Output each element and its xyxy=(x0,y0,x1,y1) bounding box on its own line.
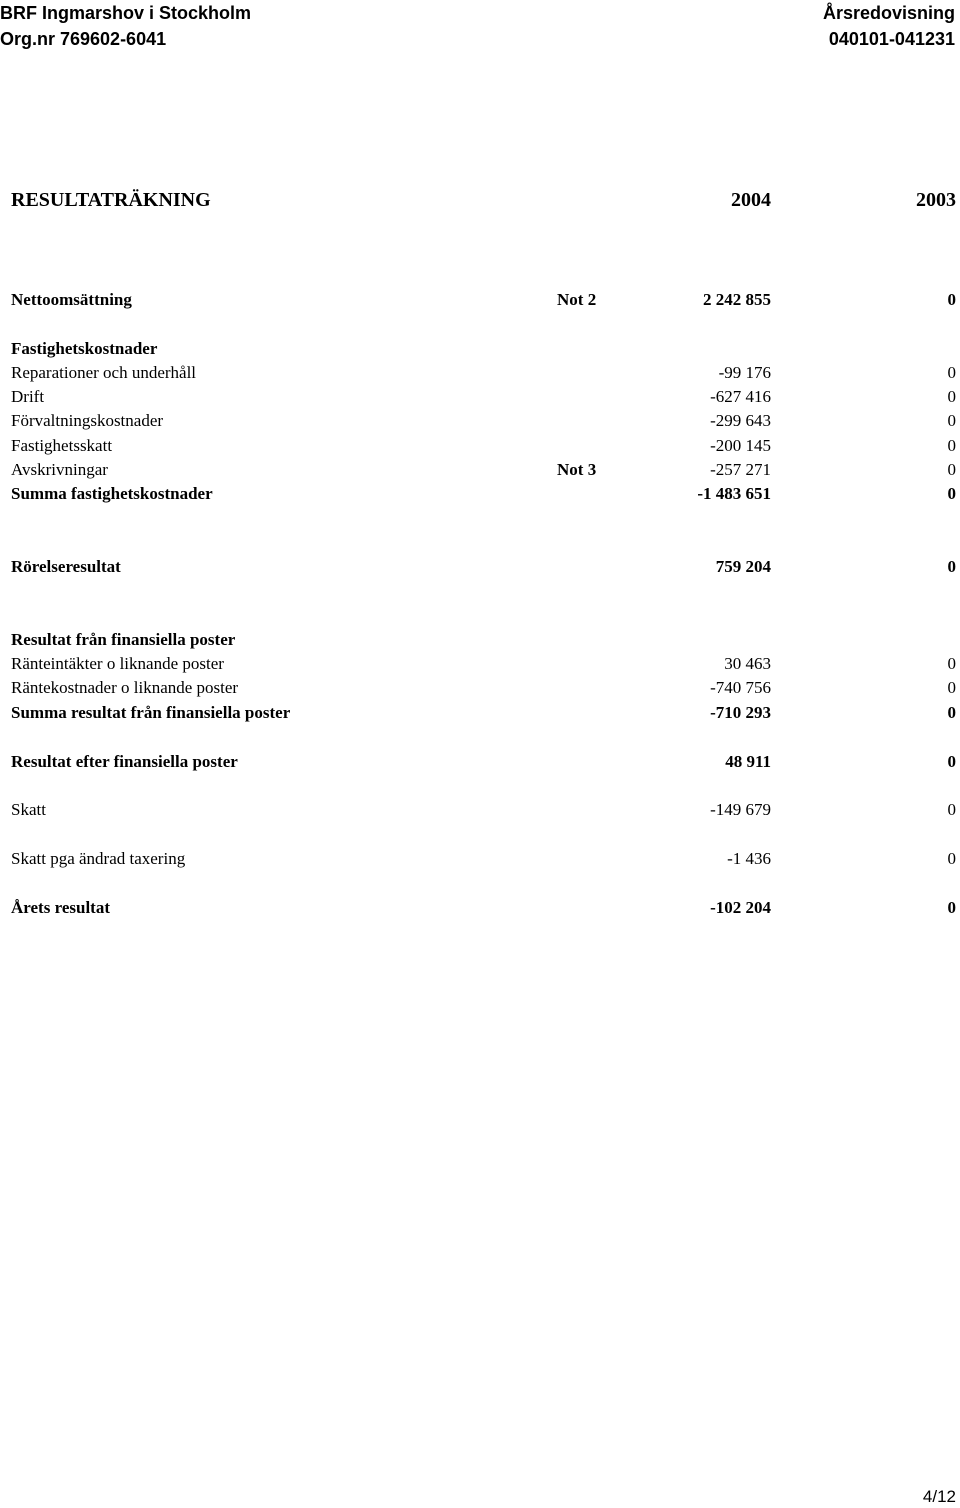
section-heading: Resultat från finansiella poster xyxy=(11,630,236,649)
row-label: Avskrivningar xyxy=(11,460,108,479)
row-label: Summa fastighetskostnader xyxy=(11,484,213,503)
row-avskrivningar xyxy=(0,459,960,481)
row-label: Resultat efter finansiella poster xyxy=(11,752,238,771)
row-reparationer xyxy=(0,362,960,384)
row-value-2004: -99 176 xyxy=(718,363,771,382)
row-fastighetskostnader-heading xyxy=(0,338,960,360)
fiscal-period: 040101-041231 xyxy=(828,29,955,49)
row-value-2004: 30 463 xyxy=(724,654,771,673)
statement-title-row xyxy=(0,186,960,214)
row-drift xyxy=(0,386,960,408)
row-label: Skatt xyxy=(11,800,46,819)
page-number: 4/12 xyxy=(922,1487,956,1506)
row-value-2004: -1 483 651 xyxy=(697,484,771,503)
row-value-2004: 2 242 855 xyxy=(703,290,771,309)
row-summa-fastighetskostnader xyxy=(0,483,960,505)
row-arets-resultat xyxy=(0,897,960,919)
row-value-2003: 0 xyxy=(947,898,956,917)
row-value-2003: 0 xyxy=(947,290,956,309)
row-value-2004: -627 416 xyxy=(710,387,771,406)
row-label: Summa resultat från finansiella poster xyxy=(11,703,291,722)
row-value-2004: -1 436 xyxy=(727,849,771,868)
row-value-2003: 0 xyxy=(947,678,956,697)
document-type: Årsredovisning xyxy=(822,3,955,23)
row-value-2004: 759 204 xyxy=(715,557,771,576)
row-value-2004: -740 756 xyxy=(710,678,771,697)
row-fastighetsskatt xyxy=(0,435,960,457)
section-heading: Fastighetskostnader xyxy=(11,339,158,358)
row-label: Skatt pga ändrad taxering xyxy=(11,849,186,868)
organization-number: Org.nr 769602-6041 xyxy=(0,29,167,49)
row-label: Reparationer och underhåll xyxy=(11,363,197,382)
row-value-2004: -710 293 xyxy=(710,703,771,722)
row-ranteintakter xyxy=(0,653,960,675)
row-label: Räntekostnader o liknande poster xyxy=(11,678,239,697)
row-value-2004: -299 643 xyxy=(710,411,771,430)
row-value-2003: 0 xyxy=(947,460,956,479)
row-value-2003: 0 xyxy=(947,849,956,868)
row-value-2004: -149 679 xyxy=(710,800,771,819)
row-rorelseresultat xyxy=(0,556,960,578)
organization-name: BRF Ingmarshov i Stockholm xyxy=(0,3,252,23)
row-label: Drift xyxy=(11,387,45,406)
row-value-2003: 0 xyxy=(947,436,956,455)
row-note: Not 3 xyxy=(557,460,597,479)
row-value-2003: 0 xyxy=(947,363,956,382)
row-value-2004: -102 204 xyxy=(710,898,771,917)
row-note: Not 2 xyxy=(557,290,597,309)
row-skatt xyxy=(0,799,960,821)
row-resultat-efter-finansiella xyxy=(0,751,960,773)
year-current-heading: 2004 xyxy=(731,189,771,211)
row-value-2003: 0 xyxy=(947,654,956,673)
row-label: Rörelseresultat xyxy=(11,557,121,576)
row-value-2003: 0 xyxy=(947,752,956,771)
row-finansiella-heading xyxy=(0,629,960,651)
row-value-2004: -257 271 xyxy=(710,460,771,479)
year-previous-heading: 2003 xyxy=(916,189,956,211)
row-value-2004: 48 911 xyxy=(725,752,771,771)
row-rantekostnader xyxy=(0,677,960,699)
row-forvaltningskostnader xyxy=(0,410,960,432)
row-summa-finansiella xyxy=(0,702,960,724)
statement-title: RESULTATRÄKNING xyxy=(11,189,211,211)
row-nettoomsattning xyxy=(0,289,960,311)
row-skatt-andrad-taxering xyxy=(0,848,960,870)
row-value-2003: 0 xyxy=(947,703,956,722)
row-value-2003: 0 xyxy=(947,411,956,430)
row-label: Förvaltningskostnader xyxy=(11,411,164,430)
row-label: Årets resultat xyxy=(11,898,110,917)
row-value-2003: 0 xyxy=(947,800,956,819)
row-value-2004: -200 145 xyxy=(710,436,771,455)
row-label: Nettoomsättning xyxy=(11,290,132,309)
row-label: Fastighetsskatt xyxy=(11,436,113,455)
row-value-2003: 0 xyxy=(947,387,956,406)
row-value-2003: 0 xyxy=(947,557,956,576)
row-value-2003: 0 xyxy=(947,484,956,503)
row-label: Ränteintäkter o liknande poster xyxy=(11,654,224,673)
